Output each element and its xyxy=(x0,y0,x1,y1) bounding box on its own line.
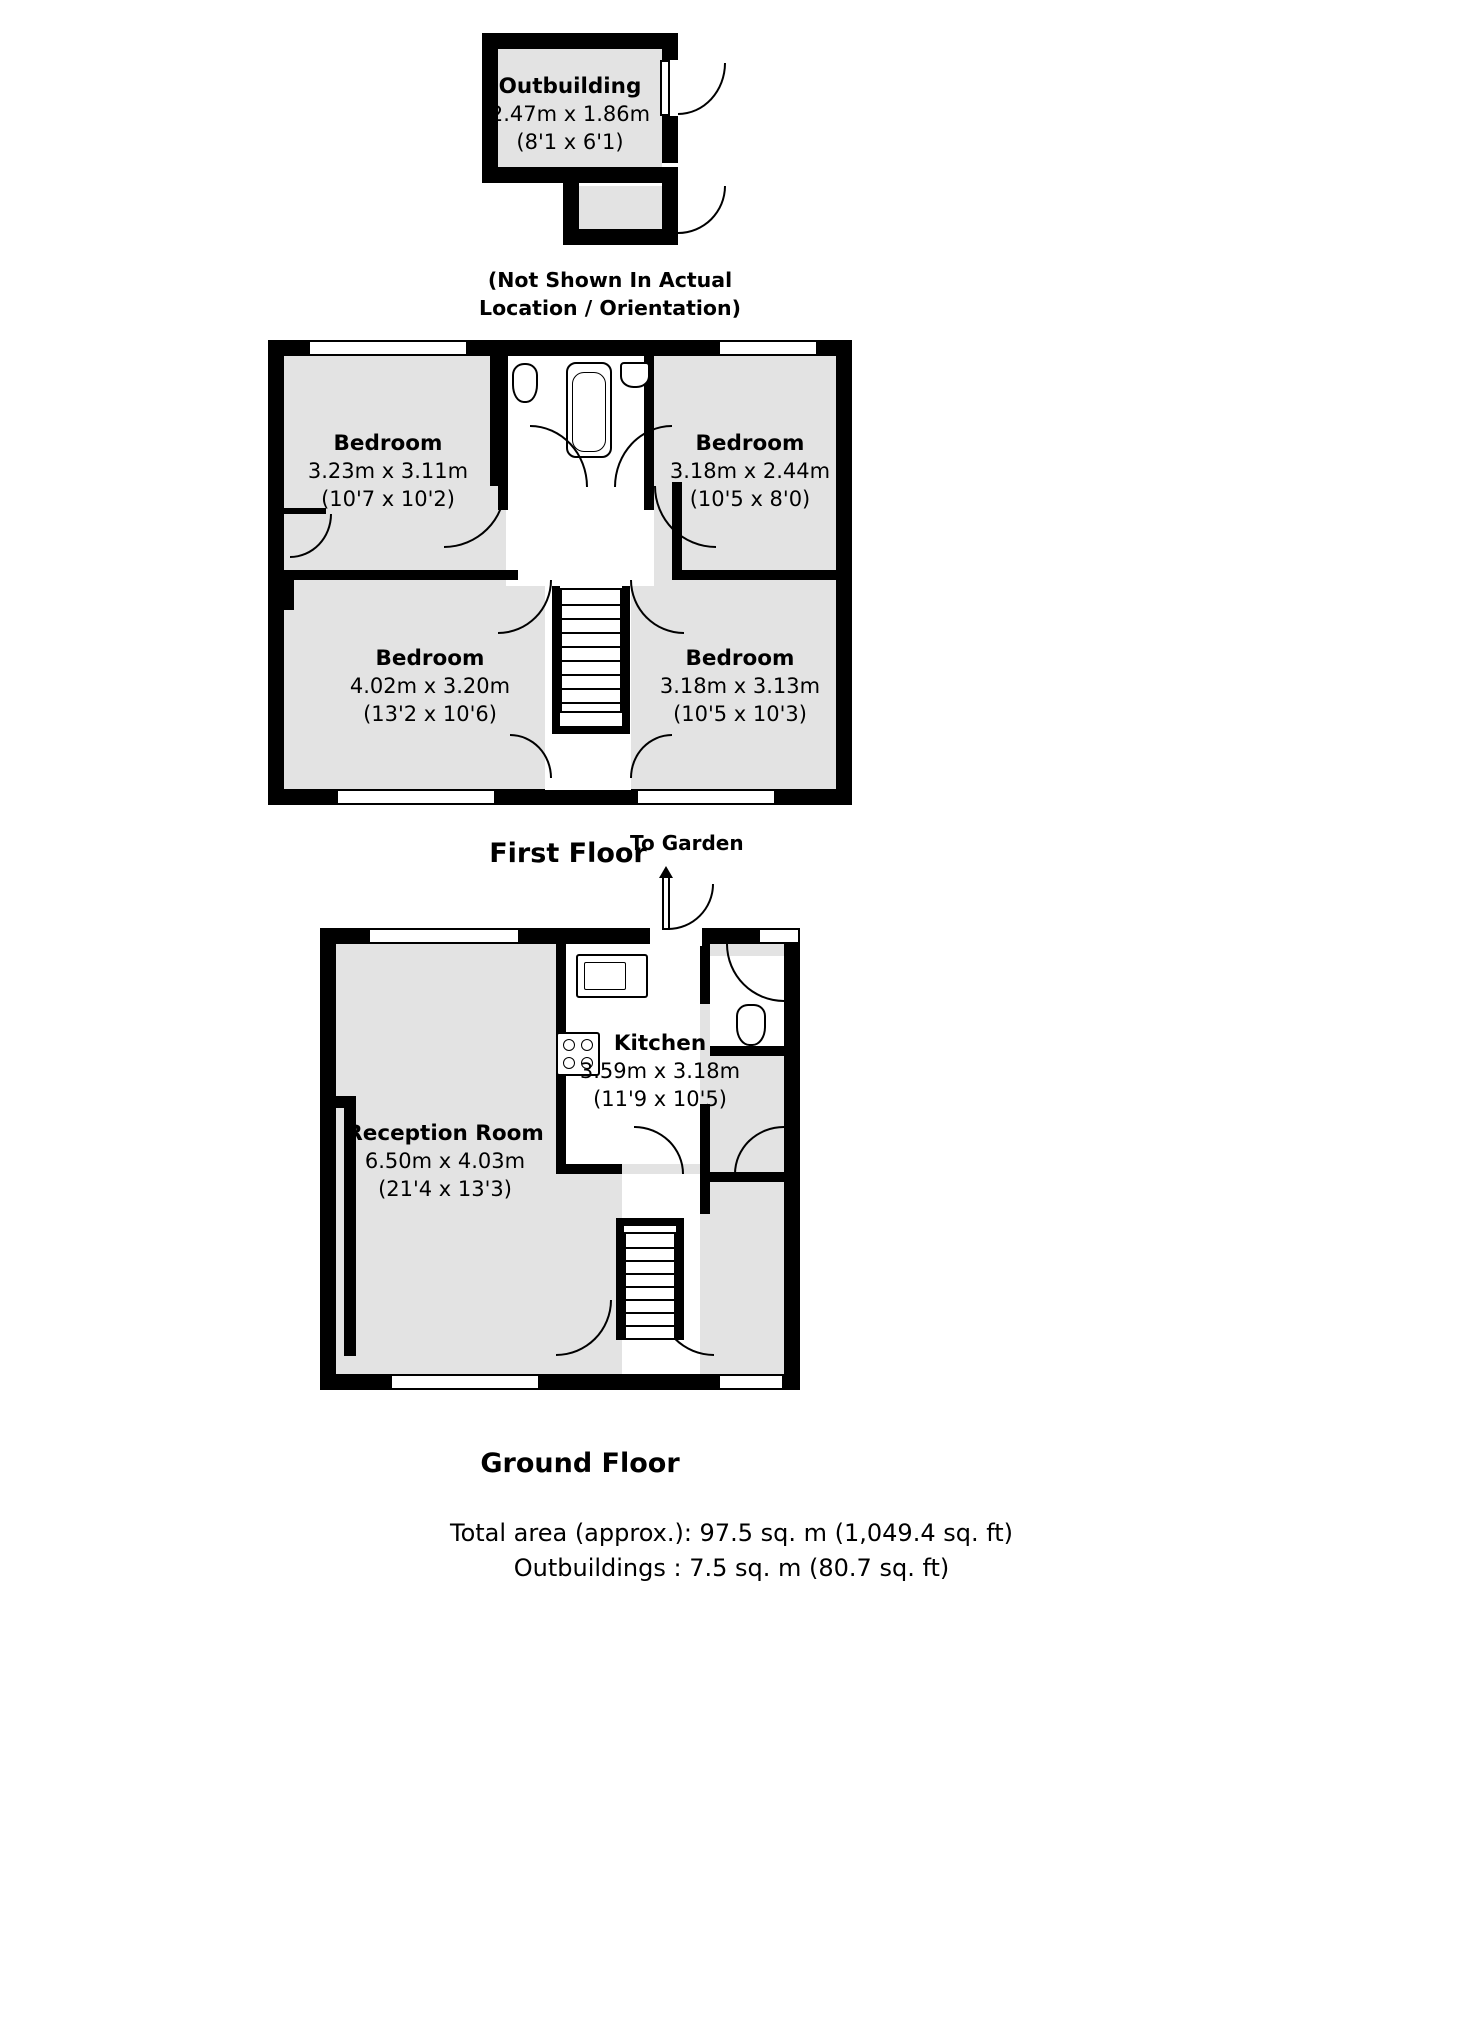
room-dim-m: 4.02m x 3.20m xyxy=(349,674,511,699)
gf-kitchen-wall-right-lower xyxy=(700,1104,710,1214)
gf-garden-door-arc xyxy=(668,884,714,930)
ground-floor-stairs xyxy=(624,1232,676,1340)
outbuilding-dim-m: 2.47m x 1.86m xyxy=(489,102,651,127)
outbuilding-dim-ft: (8'1 x 6'1) xyxy=(516,130,624,155)
room-name: Bedroom xyxy=(685,646,795,671)
room-dim-m: 3.18m x 2.44m xyxy=(669,459,831,484)
area-totals xyxy=(0,1516,1463,1586)
location-note-line2: Location / Orientation) xyxy=(479,295,741,320)
gf-window-bottom-right xyxy=(718,1374,784,1390)
first-floor-title: First Floor xyxy=(489,838,647,869)
to-garden-label: To Garden xyxy=(630,831,744,855)
kitchen-sink-bowl xyxy=(584,962,626,990)
gf-kitchen-wall-right xyxy=(700,944,710,1004)
gf-stair-wall-right xyxy=(676,1218,684,1340)
total-area-text: Total area (approx.): 97.5 sq. m (1,049.4 sq. ft) xyxy=(449,1519,1014,1547)
gf-window-bottom-left xyxy=(390,1374,540,1390)
ground-floor-wall-right xyxy=(784,928,800,1390)
location-note-line1: (Not Shown In Actual xyxy=(487,268,733,292)
room-dim-m: 3.59m x 3.18m xyxy=(579,1059,741,1084)
room-dim-m: 6.50m x 4.03m xyxy=(364,1149,526,1174)
room-dim-ft: (10'5 x 8'0) xyxy=(689,487,811,512)
room-dim-ft: (10'5 x 10'3) xyxy=(673,702,807,727)
gf-window-top-right xyxy=(758,928,800,944)
ground-floor-room-label-kitchen xyxy=(530,1030,790,1114)
room-name: Kitchen xyxy=(613,1031,707,1056)
room-dim-ft: (13'2 x 10'6) xyxy=(363,702,497,727)
ground-floor-title: Ground Floor xyxy=(480,1448,680,1479)
outbuilding-name: Outbuilding xyxy=(498,74,642,99)
gf-window-top-left xyxy=(368,928,520,944)
room-dim-ft: (11'9 x 10'5) xyxy=(593,1087,727,1112)
ground-floor-room-label-reception xyxy=(315,1120,575,1204)
room-name: Reception Room xyxy=(346,1121,544,1146)
gf-stair-wall-left xyxy=(616,1218,624,1340)
room-name: Bedroom xyxy=(375,646,485,671)
room-dim-m: 3.23m x 3.11m xyxy=(307,459,469,484)
outbuildings-area-text: Outbuildings : 7.5 sq. m (80.7 sq. ft) xyxy=(513,1553,950,1582)
room-dim-ft: (21'4 x 13'3) xyxy=(378,1177,512,1202)
gf-stair-wall-top xyxy=(616,1218,684,1226)
room-name: Bedroom xyxy=(695,431,805,456)
room-dim-m: 3.18m x 3.13m xyxy=(659,674,821,699)
room-dim-ft: (10'7 x 10'2) xyxy=(321,487,455,512)
room-name: Bedroom xyxy=(333,431,443,456)
